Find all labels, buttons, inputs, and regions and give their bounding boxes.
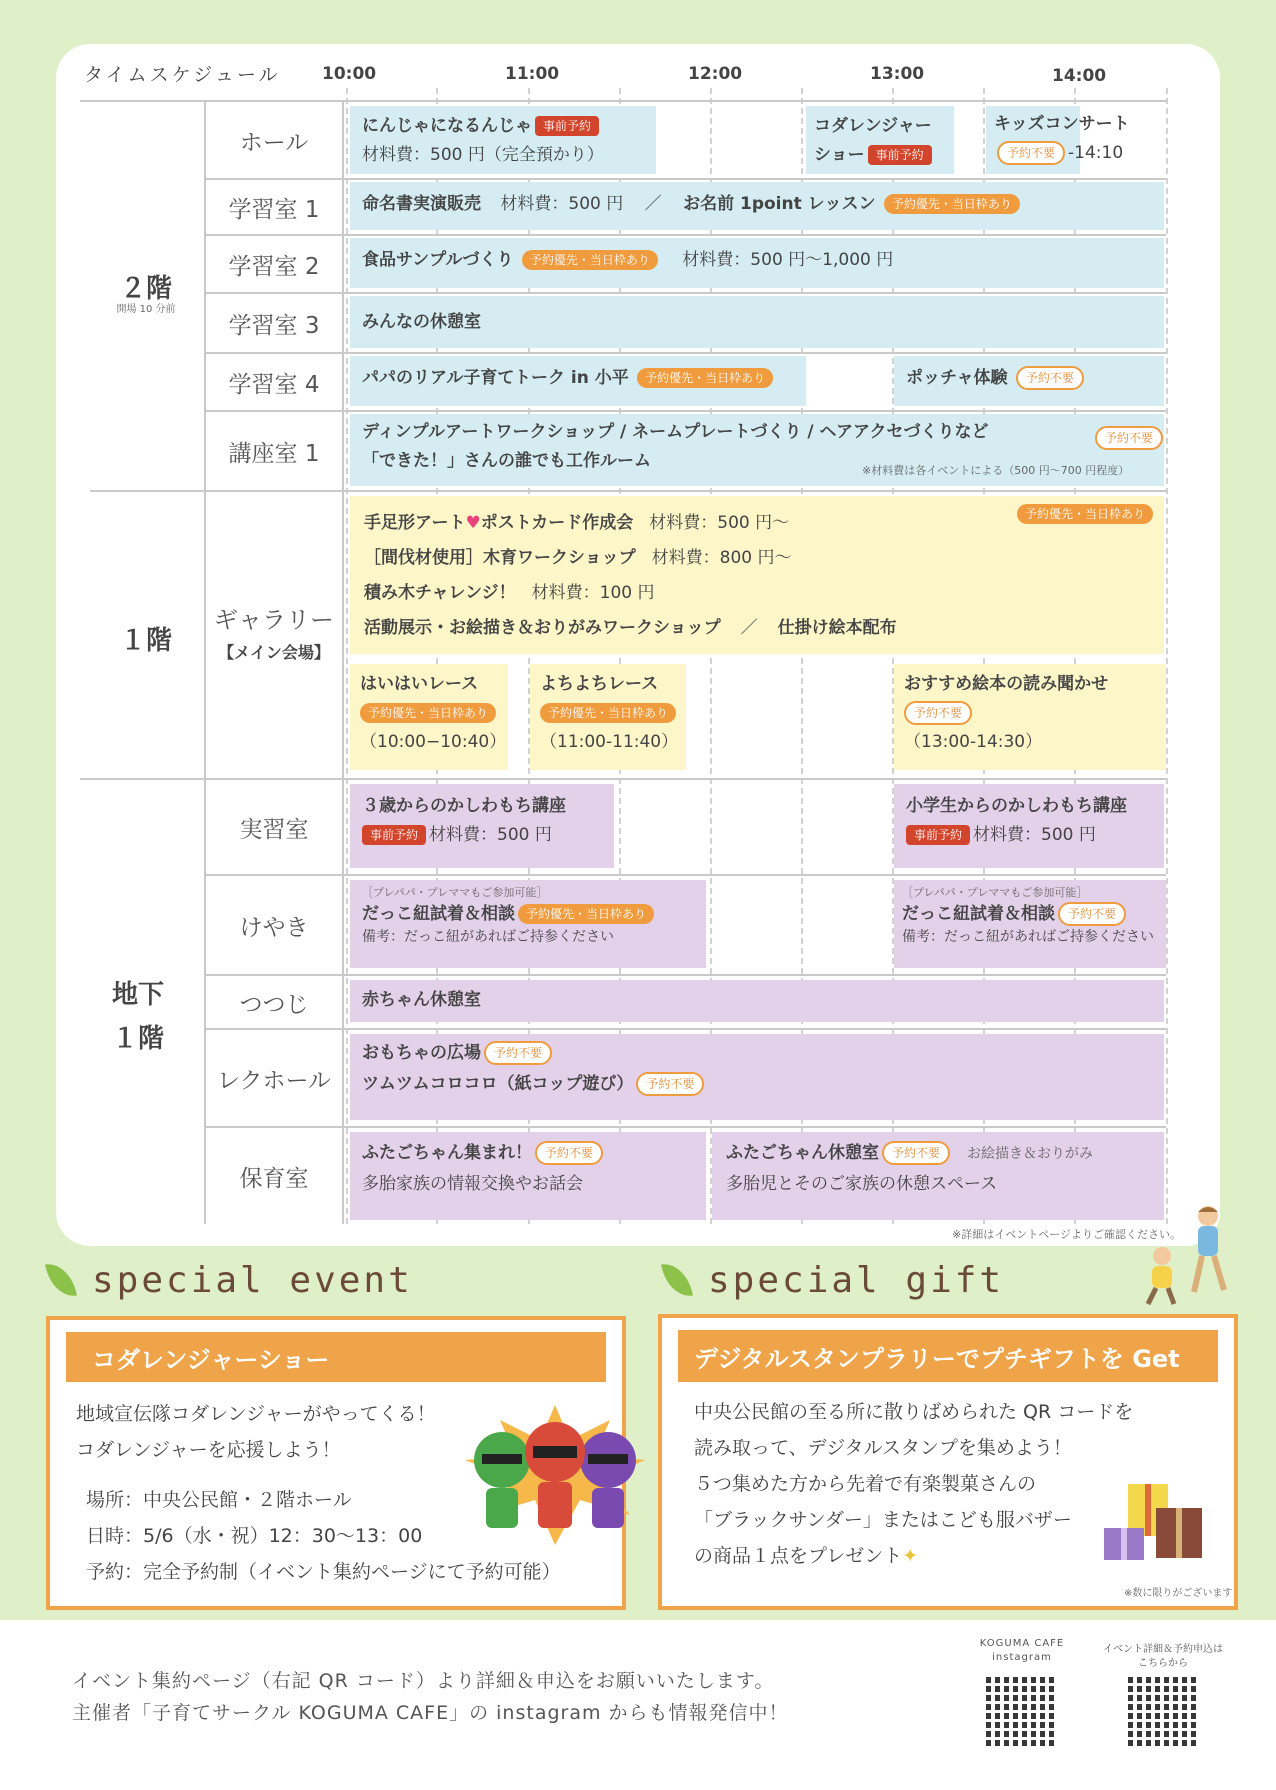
tag-fuyou: 予約不要 — [484, 1041, 552, 1065]
tag-jizen: 事前予約 — [868, 145, 932, 165]
event-yochiyochi-time: （11:00-11:40） — [540, 732, 679, 752]
event-ashigata: 手足形アート — [364, 513, 466, 533]
room-practice: 実習室 — [239, 816, 309, 843]
event-futago — [350, 1132, 706, 1220]
tag-jizen: 事前予約 — [906, 825, 970, 845]
tag-fuyou: 予約不要 — [1016, 366, 1084, 390]
tag-yuusen: 予約優先・当日枠あり — [360, 703, 496, 723]
event-kodaranger — [806, 106, 954, 174]
leaf-icon — [661, 1260, 693, 1300]
qr2-label1: イベント詳細＆予約申込は — [1103, 1644, 1223, 1655]
room-lecture1: 講座室 1 — [228, 440, 320, 467]
event-kashiwa3-title: ３歳からのかしわもち講座 — [362, 796, 566, 816]
event-futago-desc: 多胎家族の情報交換やお話会 — [362, 1173, 583, 1194]
special-gift-line2: 読み取って、デジタルスタンプを集めよう！ — [694, 1437, 1072, 1459]
event-kids-concert-end: -14:10 — [1068, 142, 1124, 163]
row-line — [90, 490, 1166, 492]
event-shikake: 仕掛け絵本配布 — [777, 618, 897, 638]
event-katsudo: 活動展示・お絵描き＆おりがみワークショップ — [364, 618, 721, 638]
event-futago-rest — [712, 1132, 1164, 1220]
event-haihai-title: はいはいレース — [360, 674, 479, 694]
event-mokuiku: ［間伐材使用］木育ワークショップ — [364, 548, 636, 568]
event-kodaranger-line1: コダレンジャー — [814, 116, 932, 136]
row-line — [204, 410, 1166, 412]
separator: ／ — [644, 194, 662, 214]
special-gift-line4: 「ブラックサンダー」またはこども服バザー — [694, 1509, 1072, 1531]
special-event-reserve: 予約：完全予約制（イベント集約ページにて予約可能） — [86, 1561, 561, 1583]
row-line — [204, 874, 1166, 876]
tag-fuyou: 予約不要 — [997, 141, 1065, 165]
room-divider — [342, 100, 344, 1224]
room-rechall: レクホール — [216, 1067, 332, 1094]
time-label-1000: 10:00 — [322, 64, 377, 84]
room-study3: 学習室 3 — [228, 312, 320, 339]
event-oekaki: お絵描き＆おりがみ — [967, 1146, 1094, 1162]
tag-fuyou: 予約不要 — [636, 1072, 704, 1096]
event-kashiwa-sho-title: 小学生からのかしわもち講座 — [906, 796, 1127, 816]
event-osusume — [894, 664, 1166, 770]
row-line — [204, 178, 1166, 180]
room-study2: 学習室 2 — [228, 253, 320, 280]
detail-note: ※詳細はイベントページよりご確認ください。 — [952, 1228, 1181, 1241]
tag-fuyou: 予約不要 — [535, 1141, 603, 1165]
qr2-label2: こちらから — [1138, 1658, 1188, 1669]
event-kids-concert — [986, 104, 1168, 174]
event-kodaranger-line2: ショー — [814, 144, 865, 165]
row-line — [204, 292, 1166, 294]
event-kashiwa-sho-fee: 材料費：500 円 — [973, 824, 1096, 845]
special-gift-line1: 中央公民館の至る所に散りばめられた QR コードを — [694, 1401, 1134, 1423]
event-dakko-am-note: 備考：だっこ紐があればご持参ください — [362, 929, 614, 946]
event-futago-rest-desc: 多胎児とそのご家族の休憩スペース — [726, 1173, 998, 1194]
event-tsumiki-fee: 材料費：100 円 — [531, 583, 655, 603]
kodaranger-illustration — [460, 1400, 650, 1550]
event-baby-rest — [350, 980, 1164, 1022]
time-label-1200: 12:00 — [688, 64, 743, 84]
event-kashiwa3-fee: 材料費：500 円 — [429, 824, 552, 845]
time-label-1400: 14:00 — [1052, 66, 1107, 86]
room-tsutsuji: つつじ — [239, 991, 309, 1018]
room-study4: 学習室 4 — [228, 371, 320, 398]
event-futago-title: ふたごちゃん集まれ！ — [362, 1143, 532, 1163]
kids-illustration — [1140, 1204, 1230, 1308]
footer-line1: イベント集約ページ（右記 QR コード）より詳細＆申込をお願いいたします。 — [72, 1670, 775, 1692]
event-dimple: ディンプルアートワークショップ / ネームプレートづくり / ヘアアクセづくりなど — [362, 422, 989, 442]
event-rest-room: みんなの休憩室 — [362, 312, 481, 332]
event-papa-talk — [350, 356, 806, 406]
event-meimei-fee: 材料費：500 円 — [500, 194, 624, 214]
event-onamae: お名前 1point レッスン — [683, 194, 876, 214]
special-gift-note: ※数に限りがございます — [1124, 1588, 1233, 1599]
event-page-qr-code[interactable] — [1128, 1676, 1198, 1746]
tag-jizen: 事前予約 — [362, 825, 426, 845]
special-gift-line5-wrap — [694, 1538, 918, 1574]
special-event-heading: special event — [92, 1260, 413, 1301]
leaf-icon — [45, 1260, 77, 1300]
special-event-title: コダレンジャーショー — [66, 1332, 606, 1382]
event-rechall — [350, 1034, 1164, 1120]
event-ninja — [350, 106, 656, 174]
event-pochcha — [894, 356, 1164, 406]
room-gallery: ギャラリー — [214, 605, 334, 634]
row-line — [204, 974, 1166, 976]
event-dakko-pm-note: 備考：だっこ紐があればご持参ください — [902, 929, 1154, 946]
room-nursery: 保育室 — [239, 1165, 309, 1192]
qr1-label2: instagram — [992, 1652, 1052, 1663]
event-papa-talk-title: パパのリアル子育てトーク in 小平 — [362, 368, 629, 388]
tag-yuusen: 予約優先・当日枠あり — [884, 194, 1020, 214]
special-event-line1: 地域宣伝隊コダレンジャーがやってくる！ — [76, 1403, 436, 1425]
tag-fuyou: 予約不要 — [904, 701, 972, 725]
room-gallery-sub: 【メイン会場】 — [218, 642, 330, 662]
event-study3 — [350, 296, 1164, 348]
event-ninja-title: にんじゃになるんじゃ — [362, 116, 532, 136]
row-line — [204, 1028, 1166, 1030]
tag-yuusen: 予約優先・当日枠あり — [540, 703, 676, 723]
floor-b1-line1: 地下 — [111, 980, 164, 1010]
gridline-1430 — [1166, 88, 1168, 1224]
event-study2 — [350, 238, 1164, 288]
event-dakko-pm-pre: ［プレパパ・プレママもご参加可能］ — [902, 886, 1088, 899]
event-food-fee: 材料費：500 円〜1,000 円 — [682, 250, 894, 270]
event-kashiwa3 — [350, 784, 614, 868]
event-dekita: 「できた！」さんの誰でも工作ルーム — [362, 450, 651, 471]
special-event-place: 場所：中央公民館・２階ホール — [86, 1489, 352, 1511]
event-dakko-pm-title: だっこ紐試着＆相談 — [902, 904, 1055, 925]
tag-yuusen: 予約優先・当日枠あり — [637, 368, 773, 388]
floor-b1-line2: １階 — [111, 1024, 164, 1054]
special-event-date: 日時：5/6（水・祝）12：30〜13：00 — [86, 1525, 423, 1547]
room-hall: ホール — [239, 129, 309, 156]
event-pochcha-title: ポッチャ体験 — [906, 368, 1008, 388]
lecture-fee-note: ※材料費は各イベントによる（500 円〜700 円程度） — [862, 464, 1130, 477]
event-ninja-fee: 材料費：500 円（完全預かり） — [362, 144, 604, 165]
event-haihai — [350, 664, 508, 770]
gift-boxes-illustration — [1100, 1476, 1210, 1564]
row-line — [204, 234, 1166, 236]
special-gift-title: デジタルスタンプラリーでプチギフトを Get — [678, 1330, 1218, 1382]
event-yochiyochi — [530, 664, 686, 770]
event-study1 — [350, 182, 1164, 230]
schedule-title: タイムスケジュール — [84, 64, 281, 86]
tag-fuyou: 予約不要 — [882, 1141, 950, 1165]
qr1-label1: KOGUMA CAFE — [979, 1638, 1065, 1649]
event-osusume-time: （13:00-14:30） — [904, 732, 1043, 752]
event-meimei: 命名書実演販売 — [362, 194, 481, 214]
time-label-1100: 11:00 — [505, 64, 560, 84]
event-tsumtsum: ツムツムコロコロ（紙コップ遊び） — [362, 1073, 634, 1094]
event-dakko-am — [350, 880, 706, 968]
event-futago-rest-title: ふたごちゃん休憩室 — [726, 1143, 879, 1163]
event-dakko-am-title: だっこ紐試着＆相談 — [362, 904, 515, 925]
event-kashiwa-sho — [894, 784, 1164, 868]
heart-icon: ♥ — [465, 513, 481, 533]
separator: ／ — [740, 618, 758, 638]
floor-1f: １階 — [119, 626, 172, 656]
event-kids-concert-title: キッズコンサート — [994, 114, 1130, 134]
special-gift-line3: ５つ集めた方から先着で有楽製菓さんの — [694, 1473, 1037, 1495]
event-osusume-title: おすすめ絵本の読み聞かせ — [904, 674, 1109, 694]
footer-line2: 主催者「子育てサークル KOGUMA CAFE」の instagram からも情報発信中！ — [72, 1702, 789, 1724]
tag-fuyou: 予約不要 — [1095, 426, 1163, 450]
gridline-1000 — [346, 88, 348, 1224]
tag-jizen: 事前予約 — [535, 116, 599, 136]
room-study1: 学習室 1 — [228, 196, 320, 223]
tag-yuusen: 予約優先・当日枠あり — [518, 904, 654, 924]
special-gift-line5: の商品１点をプレゼント — [694, 1545, 903, 1567]
event-food-sample: 食品サンプルづくり — [362, 250, 514, 270]
event-dakko-pm — [894, 880, 1166, 968]
tag-fuyou: 予約不要 — [1058, 902, 1126, 926]
row-line — [204, 1126, 1166, 1128]
event-tsumiki: 積み木チャレンジ！ — [364, 583, 516, 603]
event-omocha: おもちゃの広場 — [362, 1043, 481, 1063]
room-keyaki: けやき — [239, 914, 309, 941]
tag-yuusen: 予約優先・当日枠あり — [522, 250, 658, 270]
time-label-1300: 13:00 — [870, 64, 925, 84]
event-ashigata-fee: 材料費：500 円〜 — [649, 513, 790, 533]
row-line — [204, 352, 1166, 354]
event-postcard: ポストカード作成会 — [480, 513, 634, 533]
event-baby-rest-title: 赤ちゃん休憩室 — [362, 990, 481, 1010]
tag-yuusen: 予約優先・当日枠あり — [1017, 504, 1153, 524]
sparkle-icon: ✦ — [902, 1545, 919, 1567]
special-gift-heading: special gift — [708, 1260, 1005, 1301]
floor-2f-note: 開場 10 分前 — [116, 304, 176, 315]
floor-2f: ２階 — [119, 274, 172, 304]
event-mokuiku-fee: 材料費：800 円〜 — [651, 548, 792, 568]
event-yochiyochi-title: よちよちレース — [540, 674, 659, 694]
special-event-line2: コダレンジャーを応援しよう！ — [76, 1439, 341, 1461]
instagram-qr-code[interactable] — [986, 1676, 1056, 1746]
event-dakko-am-pre: ［プレパパ・プレママもご参加可能］ — [362, 886, 548, 899]
event-haihai-time: （10:00−10:40） — [360, 732, 507, 752]
